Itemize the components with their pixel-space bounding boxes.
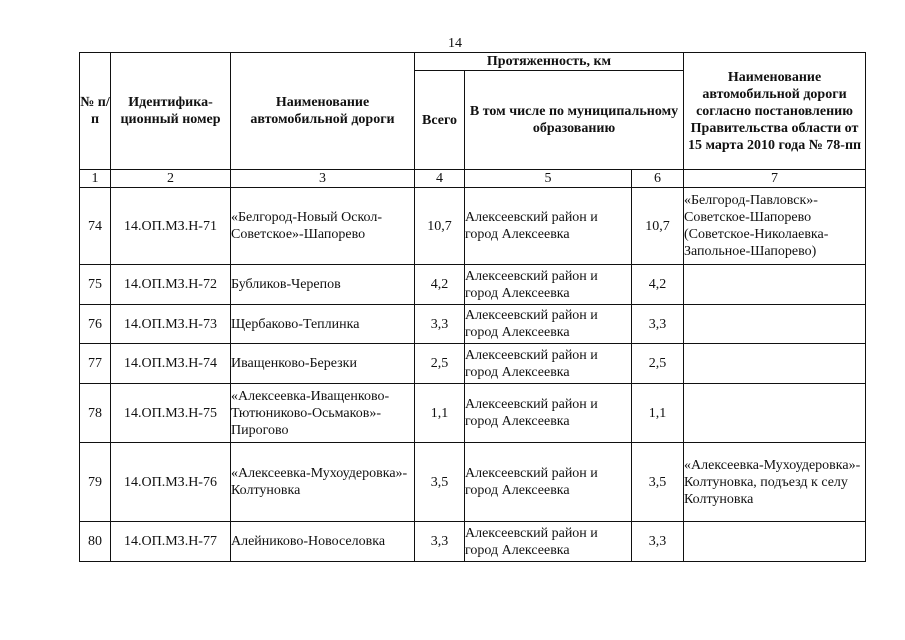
col-number: 4 (415, 170, 465, 188)
table-row (80, 188, 866, 265)
table-row (80, 384, 866, 443)
row-municipality: Алексеевский район и город Алексеевка (465, 265, 632, 305)
header-road-name: Наименование автомобильной дороги (231, 53, 415, 170)
row-total: 2,5 (415, 344, 465, 384)
row-number: 75 (80, 265, 111, 305)
roads-table (79, 52, 866, 562)
row-municipality: Алексеевский район и город Алексеевка (465, 384, 632, 443)
row-total: 1,1 (415, 384, 465, 443)
row-road-name: Иващенково-Березки (231, 344, 415, 384)
row-municipality: Алексеевский район и город Алексеевка (465, 188, 632, 265)
row-number: 79 (80, 443, 111, 522)
col-number: 5 (465, 170, 632, 188)
row-municipality: Алексеевский район и город Алексеевка (465, 344, 632, 384)
row-road-name: Алейниково-Новоселовка (231, 522, 415, 562)
col-number: 1 (80, 170, 111, 188)
row-municipality-km: 3,3 (632, 522, 684, 562)
row-municipality-km: 10,7 (632, 188, 684, 265)
row-id: 14.ОП.МЗ.Н-72 (111, 265, 231, 305)
header-num: № п/п (80, 53, 111, 170)
row-number: 78 (80, 384, 111, 443)
table-row (80, 265, 866, 305)
page-number: 14 (448, 36, 462, 51)
row-total: 10,7 (415, 188, 465, 265)
row-id: 14.ОП.МЗ.Н-76 (111, 443, 231, 522)
row-id: 14.ОП.МЗ.Н-73 (111, 305, 231, 344)
row-id: 14.ОП.МЗ.Н-77 (111, 522, 231, 562)
header-total: Всего (415, 71, 465, 170)
row-road-name: «Алексеевка-Иващенково-Тютюниково-Осьмаков»-Пирогово (231, 384, 415, 443)
row-municipality-km: 2,5 (632, 344, 684, 384)
row-number: 77 (80, 344, 111, 384)
table-row (80, 305, 866, 344)
table-row (80, 522, 866, 562)
row-id: 14.ОП.МЗ.Н-75 (111, 384, 231, 443)
header-municipal: В том числе по муниципальному образованию (465, 71, 684, 170)
row-municipality-km: 4,2 (632, 265, 684, 305)
table-row (80, 344, 866, 384)
col-number: 7 (684, 170, 866, 188)
row-municipality-km: 1,1 (632, 384, 684, 443)
col-number: 6 (632, 170, 684, 188)
row-municipality: Алексеевский район и город Алексеевка (465, 443, 632, 522)
row-road-name: «Белгород-Новый Оскол-Советское»-Шапорево (231, 188, 415, 265)
row-decree-name (684, 344, 866, 384)
row-decree-name: «Белгород-Павловск»-Советское-Шапорево (Советское-Николаевка-Запольное-Шапорево) (684, 188, 866, 265)
row-total: 4,2 (415, 265, 465, 305)
row-road-name: «Алексеевка-Мухоудеровка»-Колтуновка (231, 443, 415, 522)
row-total: 3,5 (415, 443, 465, 522)
row-municipality: Алексеевский район и город Алексеевка (465, 522, 632, 562)
row-total: 3,3 (415, 305, 465, 344)
row-decree-name: «Алексеевка-Мухоудеровка»-Колтуновка, подъезд к селу Колтуновка (684, 443, 866, 522)
row-id: 14.ОП.МЗ.Н-71 (111, 188, 231, 265)
row-municipality-km: 3,3 (632, 305, 684, 344)
row-road-name: Бубликов-Черепов (231, 265, 415, 305)
table-row (80, 443, 866, 522)
column-numbers-row (80, 170, 866, 188)
row-decree-name (684, 265, 866, 305)
row-number: 74 (80, 188, 111, 265)
row-municipality: Алексеевский район и город Алексеевка (465, 305, 632, 344)
row-road-name: Щербаково-Теплинка (231, 305, 415, 344)
header-id: Идентифика-ционный номер (111, 53, 231, 170)
row-decree-name (684, 522, 866, 562)
row-id: 14.ОП.МЗ.Н-74 (111, 344, 231, 384)
header-length-group: Протяженность, км (415, 53, 684, 71)
col-number: 2 (111, 170, 231, 188)
row-number: 76 (80, 305, 111, 344)
col-number: 3 (231, 170, 415, 188)
row-municipality-km: 3,5 (632, 443, 684, 522)
row-number: 80 (80, 522, 111, 562)
row-decree-name (684, 384, 866, 443)
header-decree-name: Наименование автомобильной дороги согласно постановлению Правительства области от 15 марта 2010 года № 78-пп (684, 53, 866, 170)
row-total: 3,3 (415, 522, 465, 562)
row-decree-name (684, 305, 866, 344)
